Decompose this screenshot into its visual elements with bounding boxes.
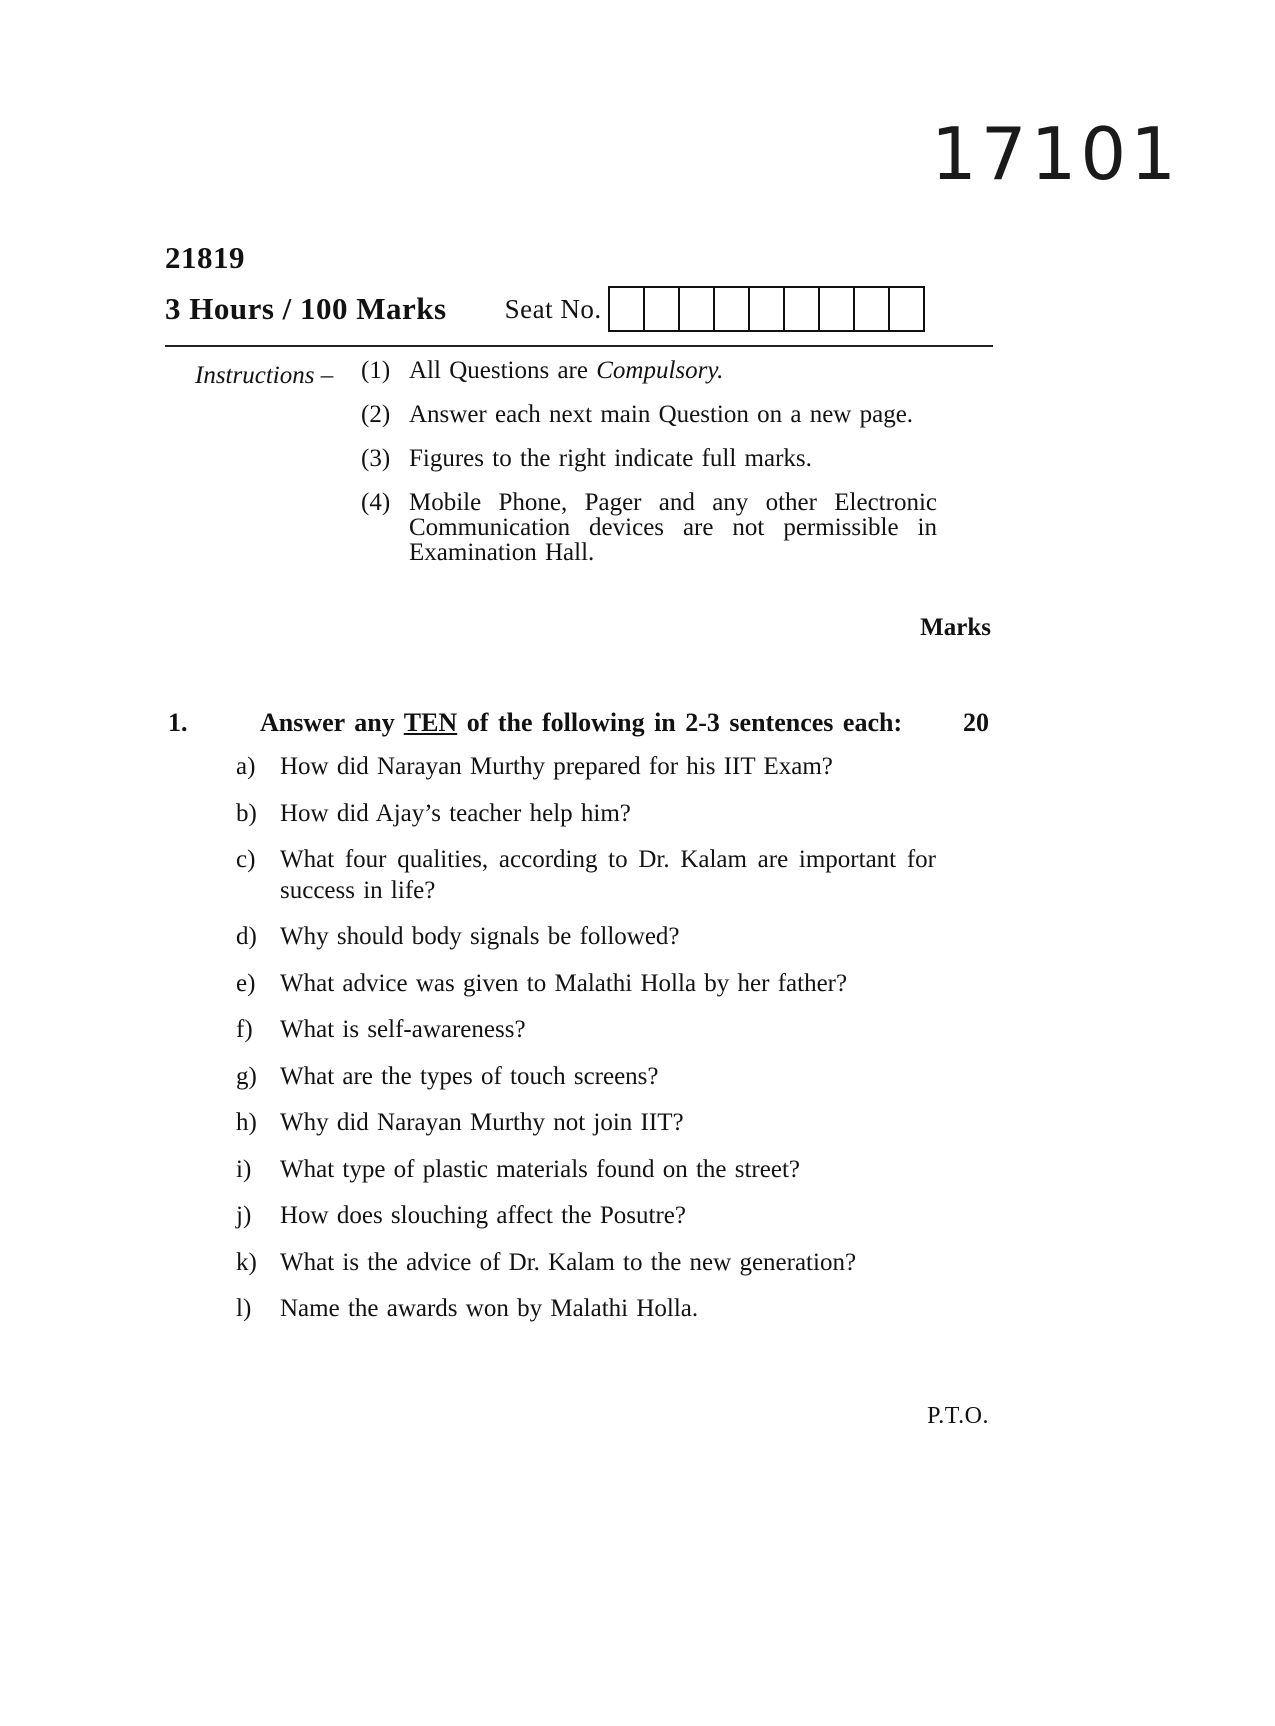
sub-question-letter: b)	[236, 799, 257, 827]
sub-question-letter: c)	[236, 846, 256, 873]
list-item	[236, 752, 936, 783]
seat-cell[interactable]	[785, 288, 820, 330]
header-divider	[165, 345, 993, 347]
list-item	[236, 799, 936, 830]
sub-question-text: What are the types of touch screens?	[280, 1062, 659, 1090]
instruction-item	[361, 446, 995, 471]
sub-question-text: Name the awards won by Malathi Holla.	[280, 1295, 699, 1322]
seat-no-input[interactable]	[608, 286, 925, 332]
sub-question-letter: e)	[236, 969, 256, 997]
list-item	[236, 1294, 936, 1325]
sub-question-text: What is the advice of Dr. Kalam to the new generation?	[280, 1248, 857, 1276]
sub-question-text: Why should body signals be followed?	[280, 923, 680, 950]
sub-question-list	[236, 752, 936, 1341]
sub-question-text: Why did Narayan Murthy not join IIT?	[280, 1109, 684, 1136]
instruction-text: Answer each next main Question on a new page.	[409, 401, 914, 428]
marks-column-label: Marks	[920, 614, 991, 641]
page-turn-notice: P.T.O.	[927, 1403, 989, 1429]
seat-cell[interactable]	[855, 288, 890, 330]
list-item	[236, 922, 936, 953]
instruction-text-emphasis: Compulsory.	[596, 357, 724, 384]
instruction-text	[409, 358, 995, 383]
list-item	[236, 969, 936, 1000]
seat-cell[interactable]	[820, 288, 855, 330]
instruction-text: Figures to the right indicate full marks.	[409, 445, 812, 472]
sub-question-letter: d)	[236, 923, 257, 950]
instruction-number: (3)	[361, 445, 391, 472]
sub-question-text: How does slouching affect the Posutre?	[280, 1202, 686, 1229]
sub-question-text: How did Narayan Murthy prepared for his IIT Exam?	[280, 753, 833, 780]
question-heading-underlined: TEN	[403, 708, 458, 737]
sub-question-text: How did Ajay’s teacher help him?	[280, 799, 631, 827]
duration-and-total-marks: 3 Hours / 100 Marks	[165, 291, 447, 326]
instructions-list	[361, 358, 995, 565]
sub-question-letter: g)	[236, 1062, 257, 1090]
sub-question-letter: a)	[236, 753, 256, 780]
sub-question-text: What advice was given to Malathi Holla by her father?	[280, 969, 848, 997]
instruction-number: (2)	[361, 401, 391, 428]
seat-cell[interactable]	[680, 288, 715, 330]
sub-question-text: What four qualities, according to Dr. Kalam are important for success in life?	[280, 846, 936, 904]
question-marks: 20	[963, 708, 989, 737]
question-paper-code: 17101	[930, 112, 1180, 196]
seat-cell[interactable]	[715, 288, 750, 330]
seat-no-label: Seat No.	[504, 293, 602, 324]
instruction-item	[361, 490, 995, 565]
question-heading	[260, 708, 902, 738]
instructions-label: Instructions –	[195, 362, 334, 389]
seat-cell[interactable]	[645, 288, 680, 330]
seat-cell[interactable]	[890, 288, 923, 330]
instruction-item	[361, 402, 995, 427]
list-item	[236, 1015, 936, 1046]
sub-question-letter: k)	[236, 1248, 257, 1276]
instruction-item	[361, 358, 995, 383]
sub-question-letter: i)	[236, 1155, 252, 1183]
instructions-block	[165, 358, 995, 584]
instruction-number: (4)	[361, 489, 391, 516]
instruction-text: Mobile Phone, Pager and any other Electronic Communication devices are not permissible in Examination Hall.	[409, 489, 937, 566]
sub-question-letter: l)	[236, 1295, 252, 1322]
paper-number: 21819	[165, 240, 245, 275]
question-heading-after: of the following in 2-3 sentences each:	[457, 708, 903, 737]
duration-seat-row	[165, 286, 993, 332]
sub-question-text: What is self-awareness?	[280, 1016, 526, 1043]
seat-cell[interactable]	[610, 288, 645, 330]
list-item	[236, 845, 936, 906]
sub-question-letter: j)	[236, 1202, 252, 1229]
list-item	[236, 1108, 936, 1139]
instruction-number: (1)	[361, 357, 391, 384]
question-number: 1.	[168, 708, 188, 737]
seat-cell[interactable]	[750, 288, 785, 330]
sub-question-letter: h)	[236, 1109, 257, 1136]
list-item	[236, 1248, 936, 1279]
list-item	[236, 1155, 936, 1186]
list-item	[236, 1062, 936, 1093]
question-heading-before: Answer any	[260, 708, 404, 737]
instruction-text-plain: All Questions are	[409, 357, 597, 384]
sub-question-letter: f)	[236, 1016, 253, 1043]
sub-question-text: What type of plastic materials found on the street?	[280, 1155, 800, 1183]
list-item	[236, 1201, 936, 1232]
